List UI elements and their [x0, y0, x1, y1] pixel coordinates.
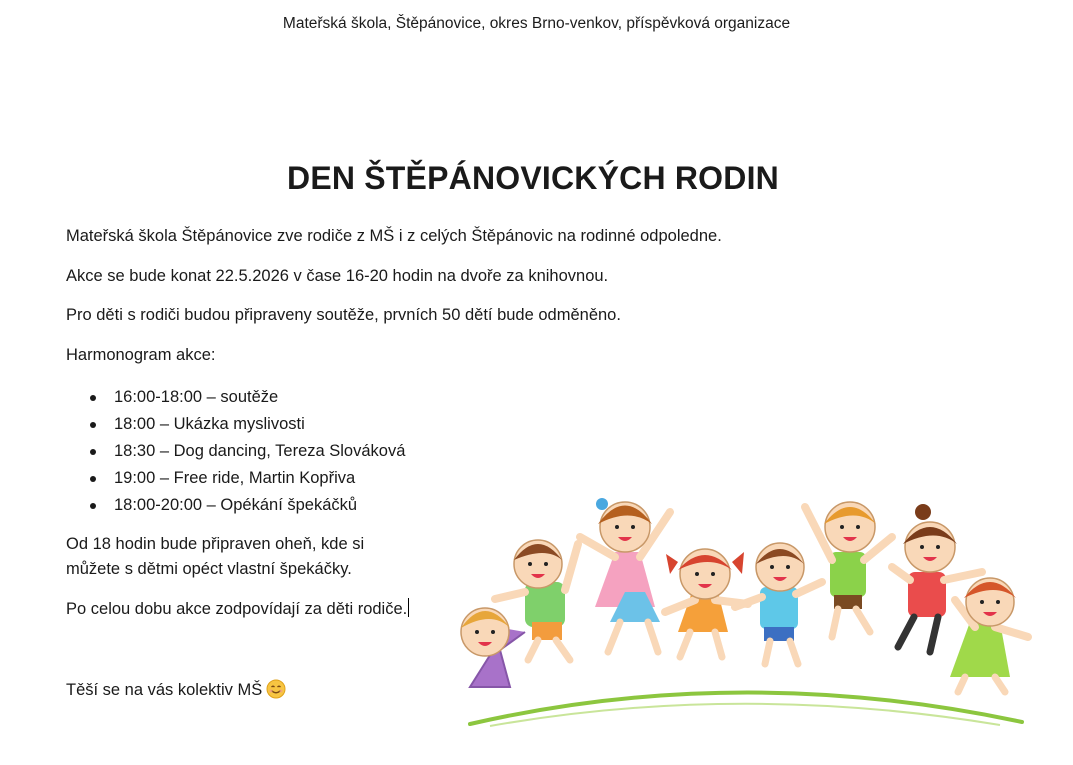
list-item [66, 438, 405, 465]
schedule-list [66, 384, 405, 519]
intro-paragraph: Mateřská škola Štěpánovice zve rodiče z MŠ i z celých Štěpánovic na rodinné odpoledne. [66, 227, 722, 245]
closing-text: Těší se na vás kolektiv MŠ [66, 681, 263, 699]
list-item [66, 411, 405, 438]
schedule-item-text: 19:00 – Free ride, Martin Kopřiva [114, 469, 356, 487]
bullet-icon [90, 449, 96, 455]
schedule-item-text: 18:30 – Dog dancing, Tereza Slováková [114, 442, 406, 460]
fire-paragraph: Od 18 hodin bude připraven oheň, kde si můžete s dětmi opéct vlastní špekáčky. [66, 535, 365, 578]
child-figure [950, 578, 1028, 692]
page-title: DEN ŠTĚPÁNOVICKÝCH RODIN [287, 160, 779, 196]
schedule-item-text: 16:00-18:00 – soutěže [114, 388, 279, 406]
school-header: Mateřská škola, Štěpánovice, okres Brno-venkov, příspěvková organizace [282, 15, 791, 32]
list-item [66, 465, 405, 492]
date-paragraph: Akce se bude konat 22.5.2026 v čase 16-20 hodin na dvoře za knihovnou. [66, 267, 609, 285]
bullet-icon [90, 503, 96, 509]
child-figure [580, 498, 670, 652]
child-figure [735, 543, 822, 664]
jumping-children-illustration [430, 482, 1050, 732]
child-figure [805, 502, 892, 637]
responsibility-paragraph[interactable] [66, 597, 409, 622]
list-item [66, 492, 405, 519]
text-cursor [408, 598, 409, 617]
bullet-icon [90, 476, 96, 482]
schedule-item-text: 18:00 – Ukázka myslivosti [114, 415, 305, 433]
bullet-icon [90, 395, 96, 401]
schedule-heading: Harmonogram akce: [66, 346, 216, 364]
child-figure [461, 608, 525, 687]
smiling-face-icon [266, 679, 286, 699]
competitions-paragraph: Pro děti s rodiči budou připraveny soutěže, prvních 50 dětí bude odměněno. [66, 306, 621, 324]
schedule-item-text: 18:00-20:00 – Opékání špekáčků [114, 496, 358, 514]
bullet-icon [90, 422, 96, 428]
responsibility-text: Po celou dobu akce zodpovídají za děti rodiče. [66, 600, 408, 618]
closing-paragraph [66, 678, 286, 703]
list-item [66, 384, 405, 411]
